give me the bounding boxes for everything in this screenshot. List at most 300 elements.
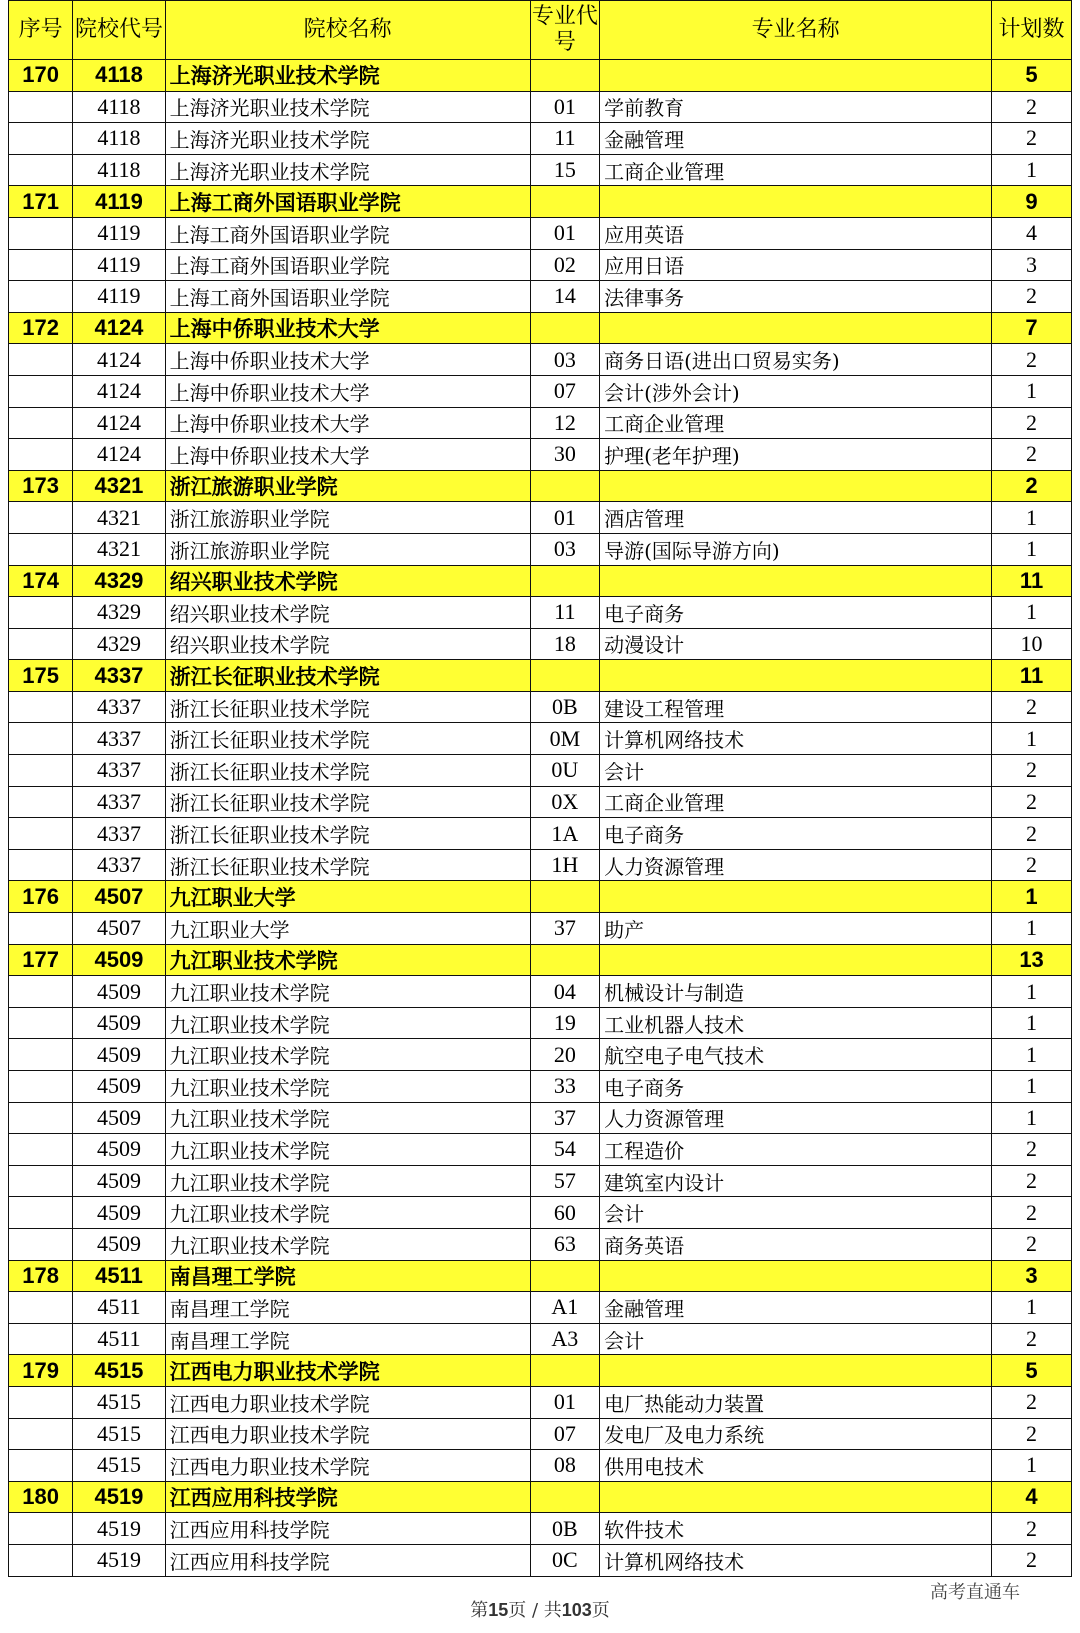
major-row <box>9 1292 1072 1324</box>
major-name-cell <box>600 312 992 344</box>
school-code-cell: 4329 <box>73 597 165 629</box>
major-row <box>9 913 1072 945</box>
major-code-cell: 07 <box>530 375 599 407</box>
major-name-cell: 护理(老年护理) <box>600 439 992 471</box>
seq-cell <box>9 1071 73 1103</box>
plan-count-cell: 2 <box>992 1323 1072 1355</box>
seq-cell <box>9 1386 73 1418</box>
header-plan: 计划数 <box>992 1 1072 60</box>
major-code-cell: 07 <box>530 1418 599 1450</box>
major-code-cell: 12 <box>530 407 599 439</box>
plan-count-cell: 2 <box>992 786 1072 818</box>
plan-count-cell: 2 <box>992 407 1072 439</box>
major-code-cell: 60 <box>530 1197 599 1229</box>
major-row <box>9 976 1072 1008</box>
major-name-cell: 工商企业管理 <box>600 154 992 186</box>
plan-count-cell: 2 <box>992 1513 1072 1545</box>
school-code-cell: 4321 <box>73 470 165 502</box>
seq-cell <box>9 1450 73 1482</box>
major-row <box>9 628 1072 660</box>
major-code-cell: 04 <box>530 976 599 1008</box>
major-name-cell: 电厂热能动力装置 <box>600 1386 992 1418</box>
major-code-cell <box>530 1260 599 1292</box>
major-row <box>9 281 1072 313</box>
major-name-cell: 学前教育 <box>600 91 992 123</box>
major-row <box>9 439 1072 471</box>
school-code-cell: 4337 <box>73 818 165 850</box>
school-name-cell: 南昌理工学院 <box>165 1260 530 1292</box>
major-row <box>9 1165 1072 1197</box>
school-name-cell: 浙江长征职业技术学院 <box>165 660 530 692</box>
school-name-cell: 南昌理工学院 <box>165 1323 530 1355</box>
plan-count-cell: 2 <box>992 123 1072 155</box>
plan-count-cell: 2 <box>992 1418 1072 1450</box>
major-row <box>9 1323 1072 1355</box>
school-summary-row <box>9 660 1072 692</box>
school-code-cell: 4321 <box>73 533 165 565</box>
plan-count-cell: 2 <box>992 755 1072 787</box>
seq-cell <box>9 786 73 818</box>
plan-count-cell: 2 <box>992 1544 1072 1576</box>
major-name-cell: 建筑室内设计 <box>600 1165 992 1197</box>
major-code-cell: 0B <box>530 691 599 723</box>
school-code-cell: 4511 <box>73 1323 165 1355</box>
major-row <box>9 375 1072 407</box>
plan-count-cell: 3 <box>992 249 1072 281</box>
major-code-cell: 57 <box>530 1165 599 1197</box>
header-major-name: 专业名称 <box>600 1 992 60</box>
plan-total-cell: 11 <box>992 660 1072 692</box>
major-code-cell <box>530 1481 599 1513</box>
major-name-cell: 酒店管理 <box>600 502 992 534</box>
school-code-cell: 4509 <box>73 1007 165 1039</box>
plan-count-cell: 2 <box>992 818 1072 850</box>
school-summary-row <box>9 1260 1072 1292</box>
major-name-cell <box>600 944 992 976</box>
major-row <box>9 1513 1072 1545</box>
major-row <box>9 1386 1072 1418</box>
school-code-cell: 4118 <box>73 60 165 92</box>
major-code-cell: 30 <box>530 439 599 471</box>
school-code-cell: 4515 <box>73 1418 165 1450</box>
school-name-cell: 上海中侨职业技术大学 <box>165 439 530 471</box>
plan-count-cell: 4 <box>992 217 1072 249</box>
plan-total-cell: 5 <box>992 1355 1072 1387</box>
major-name-cell <box>600 1355 992 1387</box>
plan-total-cell: 4 <box>992 1481 1072 1513</box>
major-row <box>9 818 1072 850</box>
header-school-code: 院校代号 <box>73 1 165 60</box>
school-name-cell: 浙江旅游职业学院 <box>165 470 530 502</box>
major-code-cell: 01 <box>530 502 599 534</box>
major-name-cell <box>600 660 992 692</box>
school-code-cell: 4118 <box>73 154 165 186</box>
major-code-cell: 11 <box>530 123 599 155</box>
plan-total-cell: 7 <box>992 312 1072 344</box>
major-code-cell: 0C <box>530 1544 599 1576</box>
seq-cell <box>9 1513 73 1545</box>
major-row <box>9 755 1072 787</box>
seq-cell: 180 <box>9 1481 73 1513</box>
school-code-cell: 4118 <box>73 123 165 155</box>
plan-count-cell: 1 <box>992 502 1072 534</box>
major-row <box>9 217 1072 249</box>
major-name-cell: 工业机器人技术 <box>600 1007 992 1039</box>
seq-cell: 172 <box>9 312 73 344</box>
major-code-cell: 1H <box>530 849 599 881</box>
school-code-cell: 4119 <box>73 249 165 281</box>
major-name-cell: 机械设计与制造 <box>600 976 992 1008</box>
major-code-cell: 63 <box>530 1228 599 1260</box>
major-row <box>9 1228 1072 1260</box>
seq-cell: 178 <box>9 1260 73 1292</box>
seq-cell <box>9 91 73 123</box>
plan-count-cell: 1 <box>992 1039 1072 1071</box>
table-header-row <box>9 1 1072 60</box>
major-code-cell: 03 <box>530 533 599 565</box>
school-name-cell: 上海工商外国语职业学院 <box>165 281 530 313</box>
school-name-cell: 上海工商外国语职业学院 <box>165 249 530 281</box>
major-name-cell: 人力资源管理 <box>600 1102 992 1134</box>
school-name-cell: 浙江旅游职业学院 <box>165 533 530 565</box>
seq-cell <box>9 723 73 755</box>
major-code-cell: 01 <box>530 217 599 249</box>
seq-cell <box>9 375 73 407</box>
school-summary-row <box>9 1355 1072 1387</box>
school-name-cell: 九江职业技术学院 <box>165 1007 530 1039</box>
school-name-cell: 九江职业技术学院 <box>165 1134 530 1166</box>
school-name-cell: 江西应用科技学院 <box>165 1513 530 1545</box>
major-code-cell: 20 <box>530 1039 599 1071</box>
school-code-cell: 4511 <box>73 1260 165 1292</box>
major-code-cell: A1 <box>530 1292 599 1324</box>
school-code-cell: 4507 <box>73 913 165 945</box>
plan-count-cell: 1 <box>992 913 1072 945</box>
seq-cell <box>9 849 73 881</box>
plan-count-cell: 10 <box>992 628 1072 660</box>
school-summary-row <box>9 60 1072 92</box>
seq-cell <box>9 533 73 565</box>
major-code-cell <box>530 660 599 692</box>
plan-count-cell: 2 <box>992 91 1072 123</box>
school-name-cell: 九江职业大学 <box>165 881 530 913</box>
school-code-cell: 4124 <box>73 344 165 376</box>
school-name-cell: 九江职业技术学院 <box>165 1102 530 1134</box>
school-name-cell: 九江职业技术学院 <box>165 1197 530 1229</box>
school-code-cell: 4519 <box>73 1544 165 1576</box>
school-name-cell: 江西应用科技学院 <box>165 1544 530 1576</box>
major-name-cell: 航空电子电气技术 <box>600 1039 992 1071</box>
major-row <box>9 786 1072 818</box>
plan-count-cell: 1 <box>992 1102 1072 1134</box>
plan-count-cell: 2 <box>992 281 1072 313</box>
major-row <box>9 1544 1072 1576</box>
major-name-cell: 建设工程管理 <box>600 691 992 723</box>
major-code-cell: A3 <box>530 1323 599 1355</box>
school-name-cell: 上海中侨职业技术大学 <box>165 407 530 439</box>
school-name-cell: 浙江旅游职业学院 <box>165 502 530 534</box>
seq-cell <box>9 1323 73 1355</box>
major-row <box>9 249 1072 281</box>
major-name-cell: 工程造价 <box>600 1134 992 1166</box>
plan-count-cell: 1 <box>992 154 1072 186</box>
school-code-cell: 4515 <box>73 1450 165 1482</box>
major-name-cell: 供用电技术 <box>600 1450 992 1482</box>
plan-count-cell: 1 <box>992 1292 1072 1324</box>
seq-cell: 175 <box>9 660 73 692</box>
seq-cell: 176 <box>9 881 73 913</box>
seq-cell <box>9 1418 73 1450</box>
school-code-cell: 4509 <box>73 1165 165 1197</box>
school-code-cell: 4519 <box>73 1481 165 1513</box>
school-code-cell: 4118 <box>73 91 165 123</box>
school-name-cell: 上海济光职业技术学院 <box>165 91 530 123</box>
school-summary-row <box>9 1481 1072 1513</box>
school-code-cell: 4337 <box>73 691 165 723</box>
school-name-cell: 江西电力职业技术学院 <box>165 1450 530 1482</box>
school-code-cell: 4509 <box>73 944 165 976</box>
school-name-cell: 上海中侨职业技术大学 <box>165 375 530 407</box>
school-summary-row <box>9 312 1072 344</box>
major-name-cell: 应用英语 <box>600 217 992 249</box>
major-code-cell: 08 <box>530 1450 599 1482</box>
major-code-cell <box>530 470 599 502</box>
school-name-cell: 江西电力职业技术学院 <box>165 1418 530 1450</box>
major-name-cell: 人力资源管理 <box>600 849 992 881</box>
major-row <box>9 849 1072 881</box>
plan-count-cell: 2 <box>992 344 1072 376</box>
school-name-cell: 上海中侨职业技术大学 <box>165 312 530 344</box>
major-code-cell <box>530 60 599 92</box>
plan-total-cell: 9 <box>992 186 1072 218</box>
school-code-cell: 4124 <box>73 439 165 471</box>
major-row <box>9 1197 1072 1229</box>
major-code-cell <box>530 565 599 597</box>
footer-mid: 页 / 共 <box>508 1600 562 1621</box>
seq-cell <box>9 439 73 471</box>
major-code-cell <box>530 881 599 913</box>
school-code-cell: 4515 <box>73 1386 165 1418</box>
major-name-cell: 电子商务 <box>600 1071 992 1103</box>
major-name-cell <box>600 186 992 218</box>
major-name-cell: 动漫设计 <box>600 628 992 660</box>
plan-total-cell: 11 <box>992 565 1072 597</box>
seq-cell <box>9 1165 73 1197</box>
major-row <box>9 344 1072 376</box>
major-code-cell: 1A <box>530 818 599 850</box>
major-name-cell <box>600 565 992 597</box>
school-name-cell: 江西应用科技学院 <box>165 1481 530 1513</box>
major-row <box>9 1007 1072 1039</box>
major-name-cell: 发电厂及电力系统 <box>600 1418 992 1450</box>
admission-plan-table <box>8 0 1072 1577</box>
school-code-cell: 4515 <box>73 1355 165 1387</box>
footer-total-pages: 103 <box>561 1600 592 1620</box>
seq-cell <box>9 154 73 186</box>
major-code-cell: 01 <box>530 1386 599 1418</box>
seq-cell <box>9 1102 73 1134</box>
plan-count-cell: 1 <box>992 1007 1072 1039</box>
school-name-cell: 上海济光职业技术学院 <box>165 60 530 92</box>
major-row <box>9 533 1072 565</box>
school-code-cell: 4337 <box>73 723 165 755</box>
header-school-name: 院校名称 <box>165 1 530 60</box>
school-name-cell: 九江职业技术学院 <box>165 976 530 1008</box>
plan-total-cell: 1 <box>992 881 1072 913</box>
major-name-cell: 金融管理 <box>600 1292 992 1324</box>
school-summary-row <box>9 944 1072 976</box>
major-code-cell <box>530 1355 599 1387</box>
plan-count-cell: 2 <box>992 849 1072 881</box>
seq-cell: 171 <box>9 186 73 218</box>
major-code-cell: 15 <box>530 154 599 186</box>
plan-count-cell: 1 <box>992 533 1072 565</box>
seq-cell <box>9 217 73 249</box>
footer-prefix: 第 <box>470 1600 489 1621</box>
major-code-cell: 0M <box>530 723 599 755</box>
major-row <box>9 1134 1072 1166</box>
school-name-cell: 上海中侨职业技术大学 <box>165 344 530 376</box>
watermark-text: 高考直通车 <box>930 1582 1020 1603</box>
major-name-cell <box>600 470 992 502</box>
plan-total-cell: 3 <box>992 1260 1072 1292</box>
school-name-cell: 九江职业技术学院 <box>165 944 530 976</box>
major-row <box>9 91 1072 123</box>
seq-cell <box>9 597 73 629</box>
plan-count-cell: 2 <box>992 439 1072 471</box>
plan-count-cell: 1 <box>992 1071 1072 1103</box>
school-code-cell: 4519 <box>73 1513 165 1545</box>
school-name-cell: 上海工商外国语职业学院 <box>165 217 530 249</box>
major-name-cell: 工商企业管理 <box>600 786 992 818</box>
school-name-cell: 浙江长征职业技术学院 <box>165 755 530 787</box>
school-name-cell: 江西电力职业技术学院 <box>165 1386 530 1418</box>
school-code-cell: 4511 <box>73 1292 165 1324</box>
footer-suffix: 页 <box>591 1600 610 1621</box>
major-row <box>9 123 1072 155</box>
school-name-cell: 江西电力职业技术学院 <box>165 1355 530 1387</box>
school-summary-row <box>9 565 1072 597</box>
major-name-cell: 工商企业管理 <box>600 407 992 439</box>
seq-cell <box>9 502 73 534</box>
school-name-cell: 上海济光职业技术学院 <box>165 154 530 186</box>
school-code-cell: 4124 <box>73 407 165 439</box>
major-code-cell <box>530 944 599 976</box>
major-code-cell: 54 <box>530 1134 599 1166</box>
seq-cell <box>9 691 73 723</box>
school-code-cell: 4119 <box>73 186 165 218</box>
seq-cell: 170 <box>9 60 73 92</box>
plan-count-cell: 2 <box>992 1197 1072 1229</box>
major-code-cell: 0U <box>530 755 599 787</box>
school-name-cell: 浙江长征职业技术学院 <box>165 818 530 850</box>
page-footer <box>0 1596 1080 1622</box>
school-name-cell: 九江职业技术学院 <box>165 1071 530 1103</box>
school-code-cell: 4337 <box>73 755 165 787</box>
seq-cell <box>9 281 73 313</box>
seq-cell <box>9 249 73 281</box>
seq-cell <box>9 407 73 439</box>
major-row <box>9 1102 1072 1134</box>
seq-cell <box>9 1292 73 1324</box>
major-code-cell: 0B <box>530 1513 599 1545</box>
school-name-cell: 上海工商外国语职业学院 <box>165 186 530 218</box>
school-name-cell: 绍兴职业技术学院 <box>165 565 530 597</box>
school-name-cell: 上海济光职业技术学院 <box>165 123 530 155</box>
major-name-cell: 计算机网络技术 <box>600 1544 992 1576</box>
major-name-cell: 金融管理 <box>600 123 992 155</box>
seq-cell <box>9 628 73 660</box>
plan-total-cell: 2 <box>992 470 1072 502</box>
major-row <box>9 1071 1072 1103</box>
major-name-cell <box>600 1260 992 1292</box>
school-code-cell: 4337 <box>73 849 165 881</box>
major-code-cell <box>530 312 599 344</box>
school-code-cell: 4329 <box>73 628 165 660</box>
plan-count-cell: 1 <box>992 597 1072 629</box>
major-row <box>9 407 1072 439</box>
plan-count-cell: 1 <box>992 375 1072 407</box>
seq-cell <box>9 123 73 155</box>
school-name-cell: 浙江长征职业技术学院 <box>165 849 530 881</box>
school-code-cell: 4509 <box>73 1071 165 1103</box>
seq-cell: 177 <box>9 944 73 976</box>
major-code-cell: 14 <box>530 281 599 313</box>
school-name-cell: 浙江长征职业技术学院 <box>165 786 530 818</box>
school-name-cell: 九江职业技术学院 <box>165 1165 530 1197</box>
major-name-cell: 软件技术 <box>600 1513 992 1545</box>
school-summary-row <box>9 881 1072 913</box>
major-name-cell: 商务日语(进出口贸易实务) <box>600 344 992 376</box>
major-code-cell: 0X <box>530 786 599 818</box>
plan-count-cell: 2 <box>992 1228 1072 1260</box>
plan-total-cell: 5 <box>992 60 1072 92</box>
school-name-cell: 九江职业技术学院 <box>165 1039 530 1071</box>
school-code-cell: 4124 <box>73 312 165 344</box>
major-row <box>9 691 1072 723</box>
seq-cell: 173 <box>9 470 73 502</box>
major-code-cell: 19 <box>530 1007 599 1039</box>
major-name-cell: 会计(涉外会计) <box>600 375 992 407</box>
major-row <box>9 154 1072 186</box>
seq-cell <box>9 976 73 1008</box>
seq-cell <box>9 344 73 376</box>
seq-cell <box>9 755 73 787</box>
plan-count-cell: 2 <box>992 691 1072 723</box>
school-code-cell: 4337 <box>73 786 165 818</box>
major-name-cell: 电子商务 <box>600 818 992 850</box>
school-code-cell: 4124 <box>73 375 165 407</box>
school-name-cell: 九江职业技术学院 <box>165 1228 530 1260</box>
major-row <box>9 502 1072 534</box>
major-name-cell: 助产 <box>600 913 992 945</box>
seq-cell <box>9 1007 73 1039</box>
major-name-cell: 电子商务 <box>600 597 992 629</box>
plan-total-cell: 13 <box>992 944 1072 976</box>
school-code-cell: 4509 <box>73 1102 165 1134</box>
seq-cell <box>9 818 73 850</box>
school-code-cell: 4509 <box>73 1134 165 1166</box>
school-name-cell: 绍兴职业技术学院 <box>165 628 530 660</box>
school-code-cell: 4119 <box>73 281 165 313</box>
school-code-cell: 4507 <box>73 881 165 913</box>
major-row <box>9 597 1072 629</box>
major-name-cell: 商务英语 <box>600 1228 992 1260</box>
header-major-code: 专业代号 <box>530 1 599 60</box>
school-name-cell: 九江职业大学 <box>165 913 530 945</box>
major-name-cell <box>600 881 992 913</box>
seq-cell <box>9 1197 73 1229</box>
